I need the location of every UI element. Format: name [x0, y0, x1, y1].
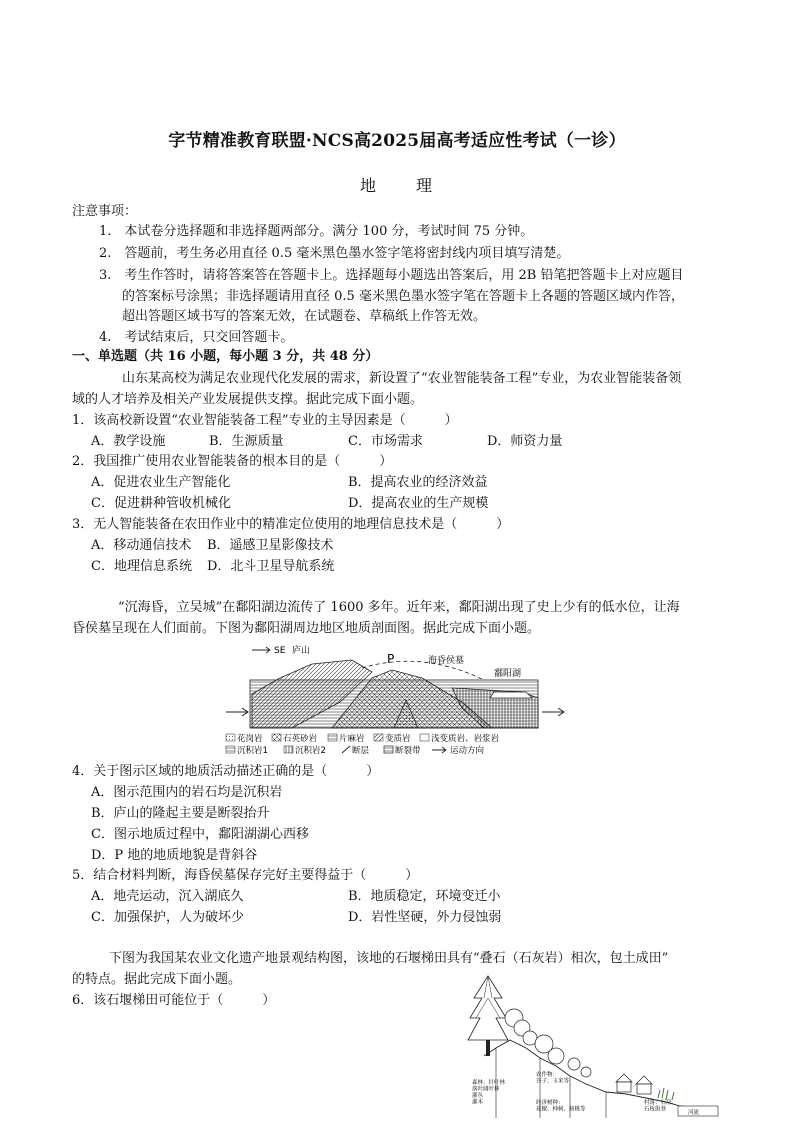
question-1-stem: 1．该高校新设置“农业智能装备工程”专业的主导因素是（ ）: [72, 413, 458, 428]
p-label: P: [387, 652, 395, 666]
legend-sedimentary-1: 沉积岩1: [237, 746, 268, 756]
notice-item: 的答案标号涂黑；非选择题请用直径 0.5 毫米黑色墨水签字笔在答题卡上各题的答题区域内作答，: [122, 289, 684, 304]
passage-line: 下图为我国某农业文化遗产地景观结构图，该地的石堰梯田具有“叠石（石灰岩）相次，包土成田”: [109, 951, 669, 966]
q1-option-c[interactable]: C．市场需求: [348, 434, 423, 449]
question-2-stem: 2．我国推广使用农业智能装备的根本目的是（ ）: [72, 454, 393, 469]
se-label: SE: [274, 646, 286, 656]
legend-motion-direction: 运动方向: [450, 746, 485, 756]
passage-line: 的特点。据此完成下面小题。: [72, 972, 242, 987]
q5-option-b[interactable]: B．地质稳定，环境变迁小: [348, 889, 501, 904]
legend-sedimentary-2: 沉积岩2: [295, 746, 326, 756]
notice-item: 超出答题区域书写的答案无效，在试题卷、草稿纸上作答无效。: [122, 309, 487, 324]
lake-label: 鄱阳湖: [494, 669, 522, 679]
notice-item: 2. 答题前，考生务必用直径 0.5 毫米黑色墨水签字笔将密封线内项目填写清楚。: [99, 246, 570, 261]
legend-fault: 断层: [352, 746, 370, 756]
notice-item: 1. 本试卷分选择题和非选择题两部分。满分 100 分，考试时间 75 分钟。: [99, 224, 534, 239]
forest-label: 森林：针叶林落叶阔叶林灌丛灌木: [472, 1080, 506, 1106]
q2-option-a[interactable]: A．促进农业生产智能化: [91, 475, 231, 490]
passage-line: 山东某高校为满足农业现代化发展的需求，新设置了“农业智能装备工程”专业，为农业智能装备领: [122, 371, 682, 386]
lushan-label: 庐山: [292, 646, 311, 656]
q4-option-a[interactable]: A．图示范围内的岩石均是沉积岩: [91, 785, 283, 800]
q5-option-c[interactable]: C．加强保护，人为破坏少: [91, 910, 244, 925]
legend-gneiss: 片麻岩: [339, 734, 365, 744]
section-heading: 一、单选题（共 16 小题，每小题 3 分，共 48 分）: [72, 349, 379, 364]
subject-char-1: 地: [359, 176, 378, 195]
q5-option-a[interactable]: A．地壳运动，沉入湖底久: [91, 889, 244, 904]
terrace-landscape-figure: [466, 968, 722, 1120]
tomb-label: 海昏侯墓: [428, 656, 465, 666]
crops-label: 农作物：谷子、玉米等: [536, 1072, 570, 1085]
q1-option-d[interactable]: D．师资力量: [487, 434, 563, 449]
river-label: 河流: [688, 1110, 700, 1116]
q2-option-c[interactable]: C．促进耕种管收机械化: [91, 496, 231, 511]
exam-title: 字节精准教育联盟·NCS高2025届高考适应性考试（一诊）: [168, 131, 626, 151]
q3-option-b[interactable]: B．遥感卫星影像技术: [207, 538, 334, 553]
geologic-cross-section-figure: [222, 642, 568, 760]
question-4-stem: 4．关于图示区域的地质活动描述正确的是（ ）: [72, 764, 380, 779]
q2-option-d[interactable]: D．提高农业的生产规模: [348, 496, 489, 511]
q1-option-b[interactable]: B．生源质量: [209, 434, 284, 449]
legend-fracture-zone: 断裂带: [395, 746, 421, 756]
subject-title: [0, 173, 794, 196]
passage-line: “沉海昏，立吴城”在鄱阳湖边流传了 1600 多年。近年来，鄱阳湖出现了史上少有的低水位，让海: [118, 600, 680, 615]
legend-quartz-sandstone: 石英砂岩: [283, 734, 318, 744]
q3-option-c[interactable]: C．地理信息系统: [91, 559, 192, 574]
passage-line: 域的人才培养及相关产业发展提供支撑。据此完成下面小题。: [72, 392, 424, 407]
q5-option-d[interactable]: D．岩性坚硬，外力侵蚀弱: [348, 910, 502, 925]
q3-option-d[interactable]: D．北斗卫星导航系统: [207, 559, 335, 574]
notice-item: 4. 考试结束后，只交回答题卡。: [99, 330, 294, 345]
legend-granite: 花岗岩: [237, 734, 263, 744]
question-6-stem: 6．该石堰梯田可能位于（ ）: [72, 993, 276, 1008]
q4-option-c[interactable]: C．图示地质过程中，鄱阳湖湖心西移: [91, 827, 309, 842]
q3-option-a[interactable]: A．移动通信技术: [91, 538, 192, 553]
question-3-stem: 3．无人智能装备在农田作业中的精准定位使用的地理信息技术是（ ）: [72, 517, 510, 532]
q4-option-b[interactable]: B．庐山的隆起主要是断裂抬升: [91, 806, 270, 821]
notice-item: 3. 考生作答时，请将答案答在答题卡上。选择题每小题选出答案后，用 2B 铅笔把答题卡上对应题目: [99, 268, 684, 283]
legend-metamorphic: 变质岩: [385, 734, 411, 744]
legend-low-grade: 浅变质岩、岩浆岩: [431, 734, 500, 744]
conifer-tree-icon: [468, 976, 508, 1056]
q2-option-b[interactable]: B．提高农业的经济效益: [348, 475, 488, 490]
village-label: 村落：石房、石板街巷: [644, 1100, 678, 1113]
notice-heading: 注意事项：: [72, 204, 138, 219]
econ-trees-label: 经济树种：花椒、柿树、核桃等: [536, 1100, 586, 1113]
q1-option-a[interactable]: A．教学设施: [91, 434, 166, 449]
q4-option-d[interactable]: D．P 地的地质地貌是背斜谷: [91, 848, 258, 863]
question-5-stem: 5．结合材料判断，海昏侯墓保存完好主要得益于（ ）: [72, 868, 419, 883]
subject-char-2: 理: [416, 176, 435, 195]
passage-line: 昏侯墓呈现在人们面前。下图为鄱阳湖周边地区地质剖面图。据此完成下面小题。: [72, 621, 541, 636]
